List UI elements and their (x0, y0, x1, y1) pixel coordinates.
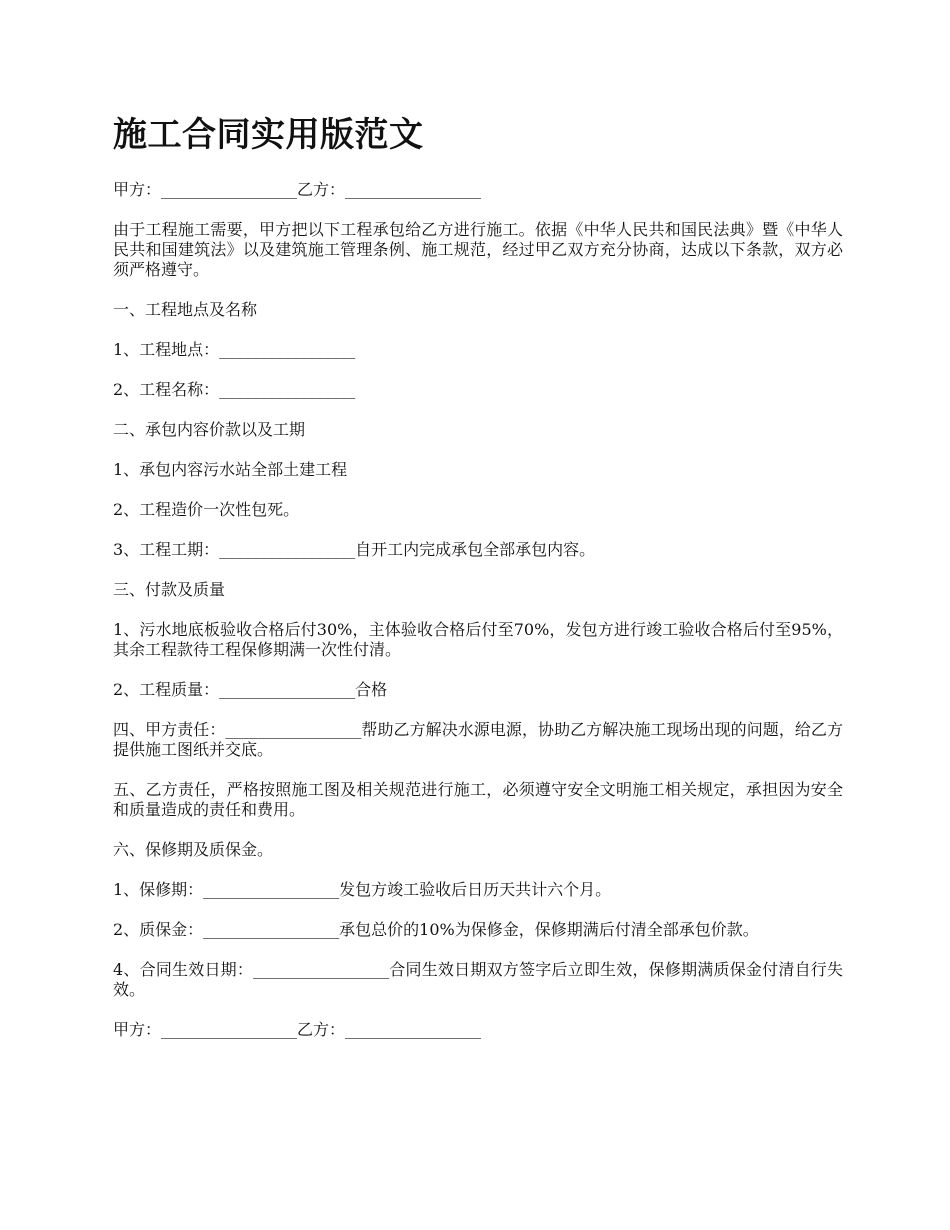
document-page (113, 112, 843, 1060)
party-signature-header: 甲方：_________________乙方：_________________ (113, 180, 482, 199)
warranty-period-line: 1、保修期：_________________发包方竣工验收后日历天共计六个月。 (113, 880, 612, 899)
section-heading-scope: 二、承包内容价款以及工期 (113, 420, 306, 439)
retention-money-paragraph: 2、质保金：_________________承包总价的10%为保修金，保修期满后付清全部承包价款。 (113, 920, 759, 939)
quality-line: 2、工程质量：_________________合格 (113, 680, 388, 699)
party-b-duties-paragraph: 五、乙方责任，严格按照施工图及相关规范进行施工，必须遵守安全文明施工相关规定，承担因为安全和质量造成的责任和费用。 (113, 780, 843, 819)
duration-line: 3、工程工期：_________________自开工内完成承包全部承包内容。 (113, 540, 596, 559)
section-heading-location: 一、工程地点及名称 (113, 300, 258, 319)
project-name-line: 2、工程名称：_________________ (113, 380, 356, 399)
party-a-duties-paragraph: 四、甲方责任：_________________帮助乙方解决水源电源，协助乙方解决施工现场出现的问题，给乙方提供施工图纸并交底。 (113, 720, 843, 759)
price-line: 2、工程造价一次性包死。 (113, 500, 300, 519)
project-location-line: 1、工程地点：_________________ (113, 340, 356, 359)
preamble-paragraph: 由于工程施工需要，甲方把以下工程承包给乙方进行施工。依据《中华人民共和国民法典》暨《中华人民共和国建筑法》以及建筑施工管理条例、施工规范，经过甲乙双方充分协商，达成以下条款，双方必须严格遵守。 (113, 220, 843, 279)
section-heading-payment: 三、付款及质量 (113, 580, 226, 599)
scope-content-line: 1、承包内容污水站全部土建工程 (113, 460, 348, 479)
document-title: 施工合同实用版范文 (113, 115, 424, 155)
payment-terms-paragraph: 1、污水地底板验收合格后付30%，主体验收合格后付至70%，发包方进行竣工验收合格后付至95%，其余工程款待工程保修期满一次性付清。 (113, 620, 843, 659)
section-heading-warranty: 六、保修期及质保金。 (113, 840, 274, 859)
effective-date-paragraph: 4、合同生效日期：_________________合同生效日期双方签字后立即生效，保修期满质保金付清自行失效。 (113, 960, 843, 999)
party-signature-footer: 甲方：_________________乙方：_________________ (113, 1020, 482, 1039)
